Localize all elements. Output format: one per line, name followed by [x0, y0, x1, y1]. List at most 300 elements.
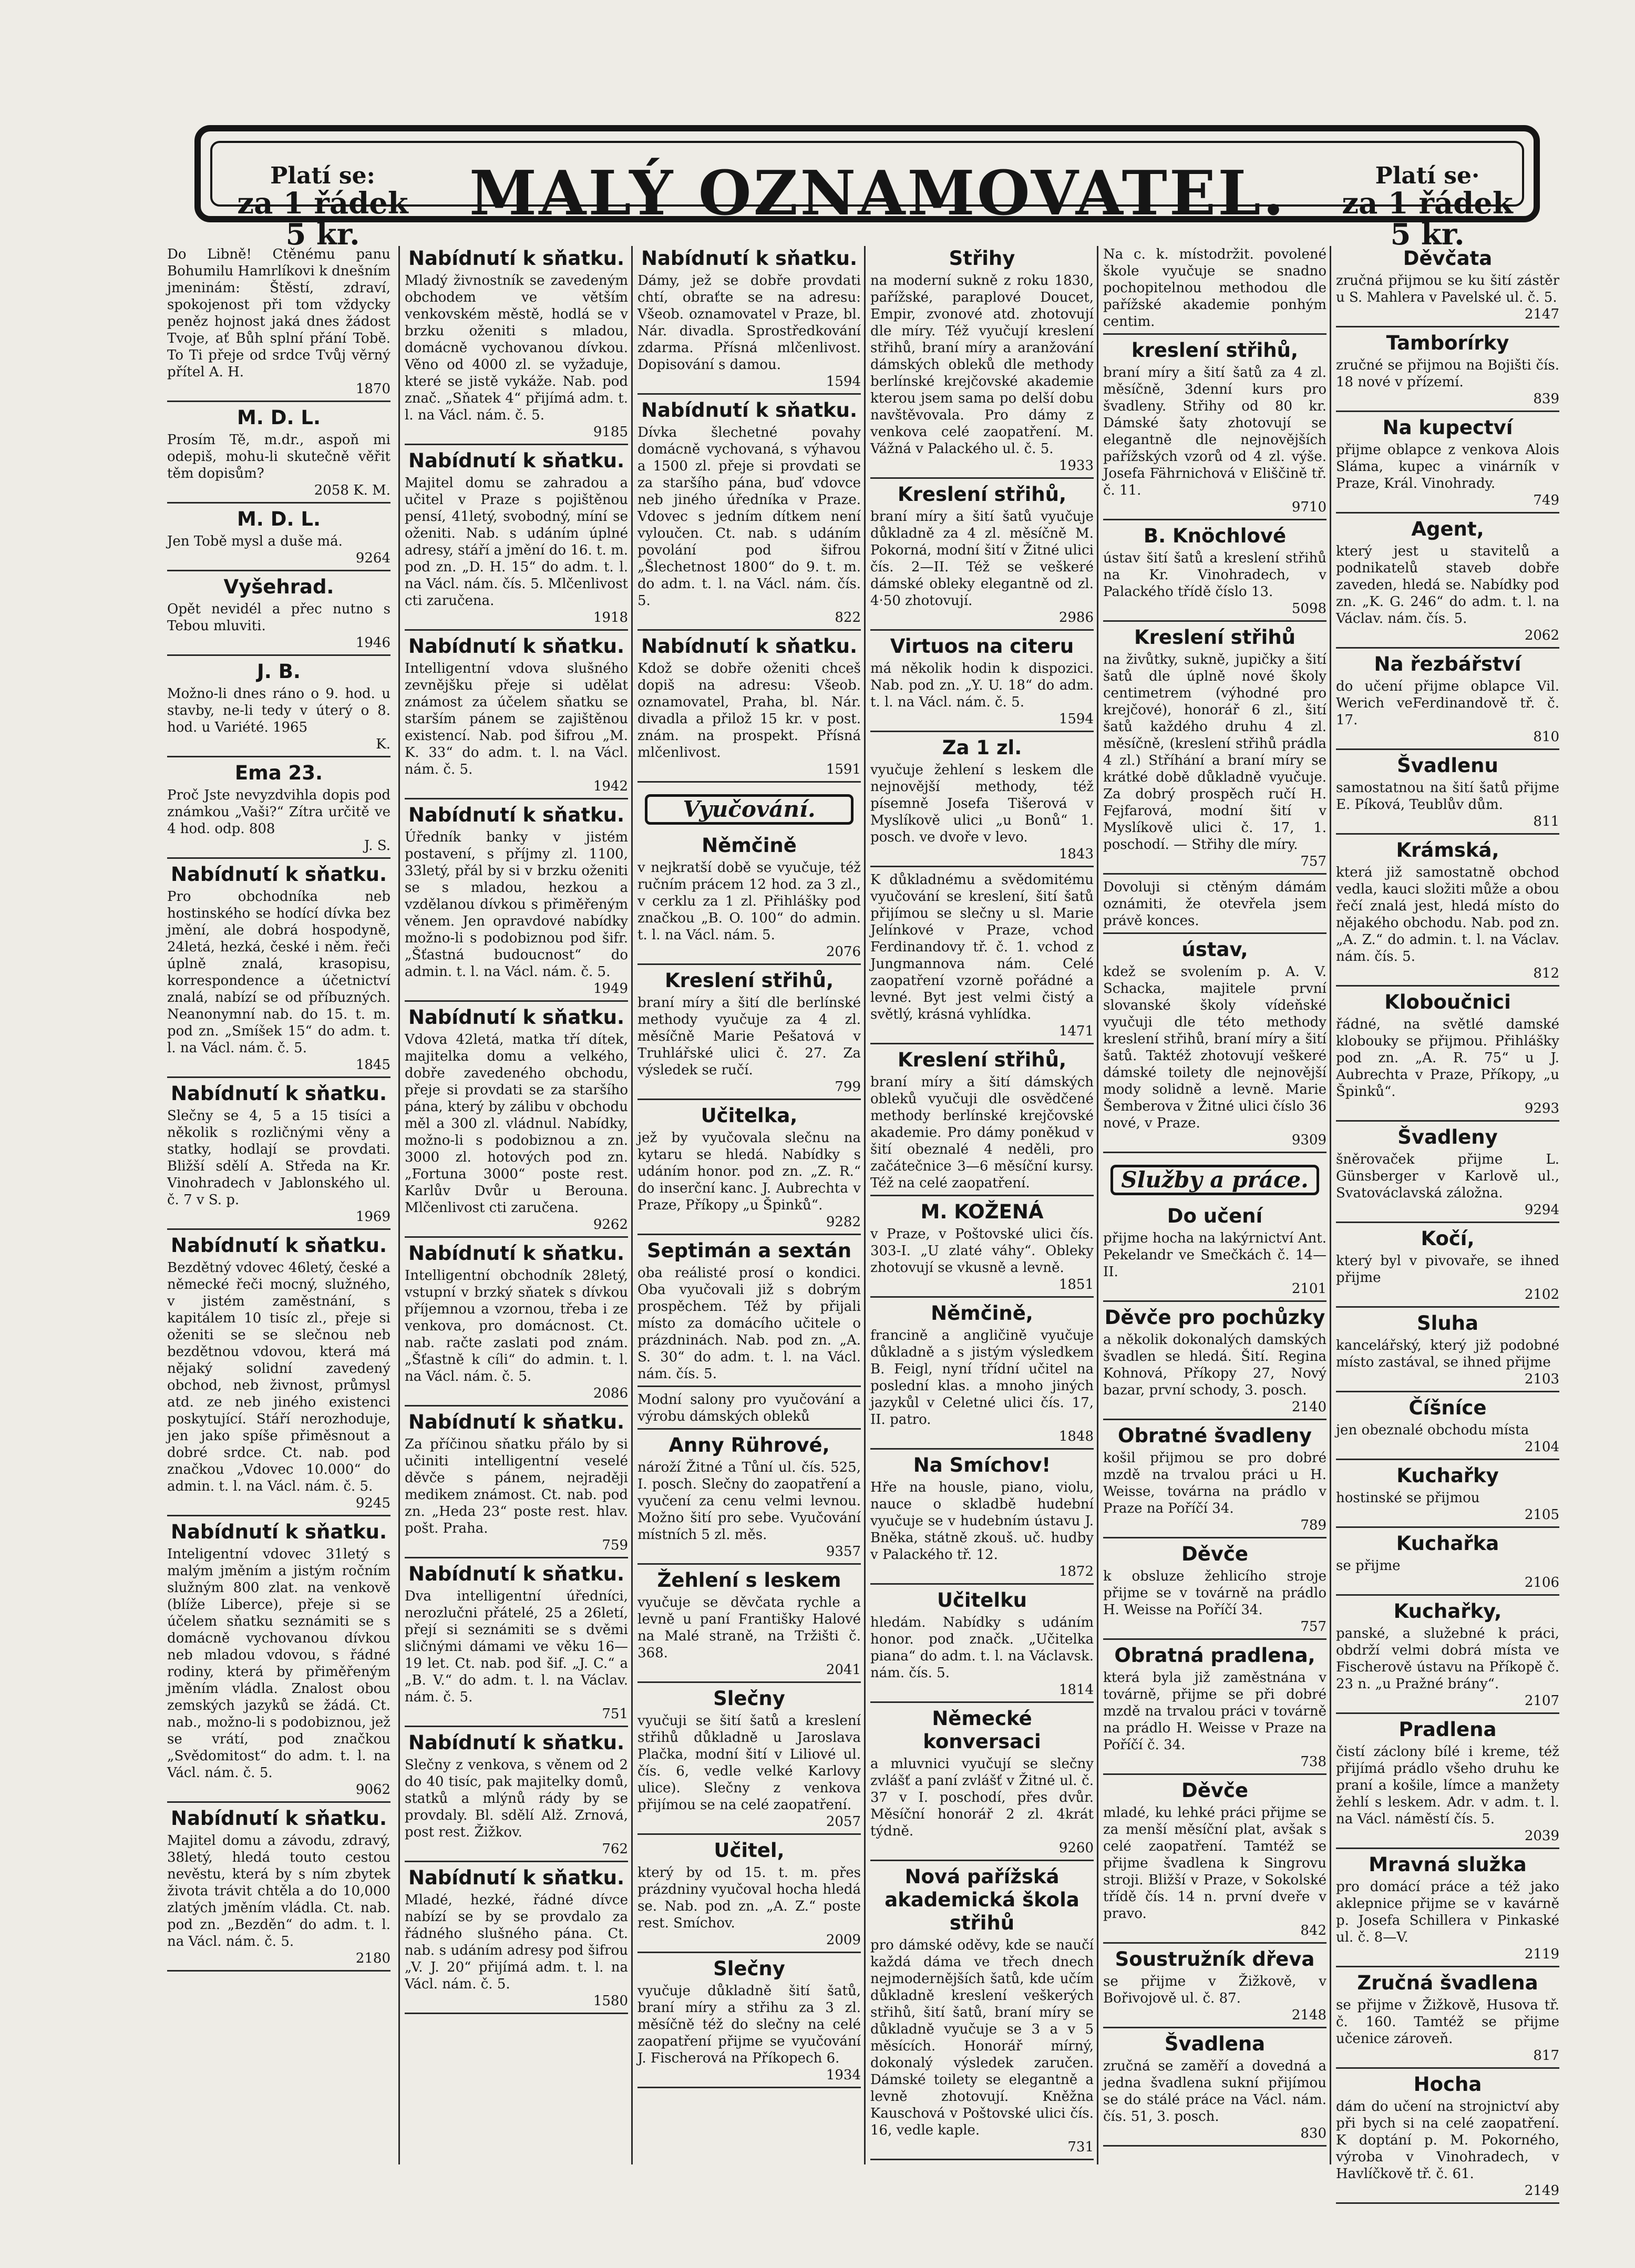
- ad-heading: Nabídnutí k sňatku.: [408, 1866, 625, 1889]
- classified-ad: [1103, 525, 1326, 622]
- ad-text: Pro obchodníka neb hostinského se hodící dívka bez jmění, ale dobrá hospodyně, 24letá, hezká, české i něm. řeči úplně znalá, krasopisu, korrespondence a účetnictví znalá, nabízí se od příbuzných. Neanonymní nab. do 15. t. m. pod zn. „Smíšek 15“ do adm. t. l. na Václ. nám. č. 5.: [167, 889, 390, 1056]
- ad-text: přijme oblapce z venkova Alois Sláma, kupec a vinárník v Praze, Král. Vinohrady.: [1336, 442, 1559, 491]
- classified-ad: [1103, 1543, 1326, 1640]
- ad-number: 9309: [1291, 1132, 1326, 1148]
- classified-ad: [637, 247, 861, 395]
- ad-text: Dívka šlechetné povahy domácně vychovaná, s výhavou a 1500 zl. přeje si provdati se za staršího pána, buď vdovce neb jiného úředníka v Praze. Vdovec s jedním dítkem není vyloučen. Ct. nab. s udáním povolání pod šifrou „Šlechetnost 1800“ do 9. t. m. do adm. t. l. na Václ. nám. čís. 5.: [637, 425, 861, 609]
- ad-text: se přijme: [1336, 1558, 1401, 1574]
- ad-heading: M. D. L.: [236, 508, 321, 530]
- ad-number: 2102: [1524, 1287, 1559, 1302]
- classified-ad: [1103, 1948, 1326, 2028]
- classified-ad: [1336, 2073, 1559, 2204]
- ad-number: 9185: [593, 424, 628, 440]
- ad-number: 759: [602, 1537, 628, 1553]
- ad-text: a několik dokonalých damských švadlen se hledá. Šití. Regina Kohnová, Příkopy 27, Nový bazar, první schody, 3. posch.: [1103, 1332, 1326, 1398]
- ad-heading: M. D. L.: [236, 406, 321, 429]
- ad-number: 5098: [1291, 601, 1326, 617]
- classified-ad: [167, 660, 390, 757]
- ad-text: braní míry a šití dle berlínské methody vyučuje za 4 zl. měsíčně Marie Pešatová v Truhlářské ulici č. 27. Za výsledek se ručí.: [637, 995, 861, 1078]
- ad-number: 799: [835, 1079, 861, 1095]
- ad-text: na živůtky, sukně, jupičky a šití šatů dle úplně nové školy centimetrem (výhodné pro krejčové), honorář 6 zl., šití šatů každého druhu 4 zl. měsíčně, (kreslení střihů prádla 4 zl.) Stříhání a braní míry se krátké době důkladně vyučuje. Za dobrý prospěch ručí H. Fejfarová, modní šití v Myslíkově ulici č. 17, 1. poschodí. — Střihy dle míry.: [1103, 652, 1326, 853]
- ad-number: 1870: [355, 381, 390, 397]
- classified-ad: [405, 449, 628, 631]
- classified-ad: [405, 247, 628, 445]
- classified-ad: [870, 871, 1094, 1044]
- ad-text: kdež se svolením p. A. V. Schacka, majitele první slovanské školy vídeňské vyučuji dle této methody kreslení střihů, braní míry a šití šatů. Taktéž zhotovují veškeré dámské toilety dle nejnovější mody solidně a levně. Marie Šemberova v Žitné ulici číslo 36 nové, v Praze.: [1103, 964, 1326, 1131]
- column-divider: [398, 246, 400, 2164]
- ad-text: Majitel domu se zahradou a učitel v Praze s pojištěnou pensí, 41letý, svobodný, míní se oženiti. Nab. s udáním úplné adresy, stáří a jmění do 16. t. m. pod zn. „D. H. 15“ do adm. t. l. na Václ. nám. čís. 5. Mlčenlivost cti zaručena.: [405, 475, 628, 609]
- classified-ad: [637, 399, 861, 631]
- ad-heading: Německé konversaci: [923, 1707, 1041, 1753]
- ad-number: 1946: [355, 635, 390, 651]
- ad-text: braní míry a šití šatů vyučuje důkladně za 4 zl. měsíčně M. Pokorná, modní šití v Žitné ulici čís. 2—II. Též se veškeré dámské obleky elegantně od zl. 4·50 zhotovují.: [870, 509, 1094, 609]
- ad-number: 738: [1300, 1754, 1326, 1770]
- classified-ad: [637, 1839, 861, 1953]
- ad-number: 811: [1533, 814, 1559, 829]
- ad-heading: Střihy: [949, 247, 1015, 270]
- ad-number: 9710: [1291, 499, 1326, 515]
- classified-ad: [1336, 1600, 1559, 1714]
- ad-text: kancelářský, který již podobné místo zastával, se ihned přijme: [1336, 1338, 1559, 1370]
- classified-ad: [1336, 518, 1559, 649]
- ad-heading: ústav,: [1181, 938, 1248, 961]
- ad-number: 2041: [826, 1662, 861, 1678]
- ad-text: který byl v pivovaře, se ihned přijme: [1336, 1253, 1559, 1286]
- section-heading: Vyučování.: [645, 794, 854, 825]
- classified-ad: [405, 1866, 628, 2014]
- column-1: [167, 246, 390, 2164]
- ad-heading: Nabídnutí k sňatku.: [408, 1731, 625, 1754]
- ad-number: 2104: [1524, 1439, 1559, 1455]
- classified-ad: [405, 1242, 628, 1407]
- ad-text: vyučuje se děvčata rychle a levně u paní Františky Halové na Malé straně, na Tržišti č. 368.: [637, 1595, 861, 1661]
- ad-heading: Nabídnutí k sňatku.: [408, 1006, 625, 1029]
- ad-text: která byla již zaměstnána v továrně, přijme se při dobré mzdě na trvalou práci v továrně na prádlo H. Weisse v Praze na Poříčí č. 34.: [1103, 1670, 1326, 1753]
- ad-heading: Agent,: [1411, 518, 1484, 540]
- ad-text: Slečny z venkova, s věnem od 2 do 40 tisíc, pak majitelky domů, statků a mlýnů rády by se provdaly. Bl. sdělí Alž. Zrnová, post rest. Žižkov.: [405, 1757, 628, 1840]
- ad-number: 1848: [1058, 1429, 1094, 1444]
- ad-text: přijme hocha na lakýrnictví Ant. Pekelandr ve Smečkách č. 14—II.: [1103, 1230, 1326, 1280]
- ad-text: Intelligentní vdova slušného zevnějšku přeje si udělat známost za účelem sňatku se starším pánem se zajištěnou existencí. Nab. pod šifrou „M. K. 33“ do adm. t. l. na Václ. nám. č. 5.: [405, 661, 628, 777]
- ad-text: Modní salony pro vyučování a výrobu dámských obleků: [637, 1392, 861, 1424]
- classified-ad: [1336, 839, 1559, 987]
- ad-number: 2147: [1524, 306, 1559, 322]
- classified-ad: [1103, 1306, 1326, 1420]
- price-note-left-line1: Platí se:: [270, 162, 375, 189]
- ad-heading: kreslení střihů,: [1131, 339, 1299, 362]
- classified-ad: [637, 1957, 861, 2088]
- ad-heading: Učitel,: [714, 1839, 785, 1862]
- ad-number: J. S.: [364, 838, 390, 854]
- price-note-right-line2: za 1 řádek 5 kr.: [1342, 186, 1513, 252]
- ad-number: 9264: [355, 550, 390, 566]
- ad-text: nároží Žitné a Tůní ul. čís. 525, I. posch. Slečny do zaopatření a vyučení za cenu velmi levnou. Možno šití pro sebe. Vyučování místních 5 zl. měs.: [637, 1460, 861, 1543]
- ad-text: v nejkratší době se vyučuje, též ručním prácem 12 hod. za 3 zl., v cerklu za 1 zl. Přihlášky pod značkou „B. O. 100“ do admin. t. l. na Václ. nám. 5.: [637, 860, 861, 943]
- classified-ad: [1336, 247, 1559, 327]
- ad-text: Na c. k. místodržit. povolené škole vyučuje se snadno pochopitelnou methodou dle pařížské akademie ponhým centim.: [1103, 247, 1326, 330]
- classified-ad: [1336, 416, 1559, 514]
- classified-ad: [1336, 1126, 1559, 1223]
- ad-number: 1934: [826, 2067, 861, 2083]
- ad-text: čistí záclony bílé i kreme, též přijímá prádlo všeho druhu ke praní a košile, límce a manžety žehlí s leskem. Adr. v adm. t. l. na Václ. náměstí čís. 5.: [1336, 1744, 1559, 1827]
- ad-heading: Kreslení střihů,: [897, 483, 1067, 506]
- ad-text: na moderní sukně z roku 1830, pařížské, paraplové Doucet, Empir, zvonové atd. zhotovují dle míry. Též vyučují kreslení střihů, braní míry a aranžování dámských obleků dle methody berlínské krejčovské akademie kterou jsem sama po delší dobu navštěvovala. Pro dámy z venkova celé zaopatření. M. Vážná v Palackého ul. č. 5.: [870, 273, 1094, 457]
- classified-ad: [1336, 653, 1559, 750]
- ad-number: 789: [1300, 1517, 1326, 1533]
- ad-number: 2076: [826, 944, 861, 960]
- ad-heading: Kočí,: [1421, 1227, 1475, 1250]
- ad-heading: Kreslení střihů: [1134, 626, 1296, 649]
- ad-number: 817: [1533, 2048, 1559, 2064]
- ad-number: 812: [1533, 966, 1559, 981]
- classified-ad: [1336, 1312, 1559, 1392]
- ad-text: Jen Tobě mysl a duše má.: [167, 533, 343, 549]
- ad-number: 2103: [1524, 1371, 1559, 1387]
- classified-ad: [1336, 1532, 1559, 1596]
- ad-heading: Žehlení s leskem: [657, 1569, 841, 1592]
- column-6: [1336, 246, 1559, 2199]
- ad-text: hledám. Nabídky s udáním honor. pod značk. „Učitelka piana“ do adm. t. l. na Václavsk. nám. čís. 5.: [870, 1615, 1094, 1681]
- ad-number: 1594: [1058, 711, 1094, 727]
- ad-text: zručné se přijmou na Bojišti čís. 18 nové v přízemí.: [1336, 357, 1559, 390]
- ad-text: vyučuje žehlení s leskem dle nejnovější methody, též písemně Josefa Tišerová v Myslíkově ulici „u Bonů“ 1. posch. ve dvoře v levo.: [870, 762, 1094, 845]
- classified-ad: [1103, 1644, 1326, 1775]
- classified-ad: [870, 1049, 1094, 1196]
- ad-number: 1942: [593, 778, 628, 794]
- ad-heading: Tamborírky: [1386, 332, 1509, 354]
- ad-number: 1933: [1058, 458, 1094, 474]
- ad-text: Opět nevidél a přec nutno s Tebou mluviti.: [167, 601, 390, 634]
- ad-text: Za příčinou sňatku přálo by si učiniti intelligentní veselé děvče s pánem, nejraději medikem známost. Ct. nab. pod zn. „Heda 23“ poste rest. hlav. pošt. Praha.: [405, 1436, 628, 1536]
- classified-ad: [167, 1521, 390, 1803]
- classified-ad: [167, 1234, 390, 1516]
- ad-number: 1471: [1058, 1023, 1094, 1039]
- classified-ad: [637, 1687, 861, 1835]
- ad-number: 2106: [1524, 1575, 1559, 1590]
- ad-heading: Němčině,: [931, 1302, 1033, 1325]
- ad-text: Proč Jste nevyzdvihla dopis pod známkou „Vaši?“ Zítra určitě ve 4 hod. odp. 808: [167, 787, 390, 837]
- ad-text: se přijme v Žižkově, v Bořivojově ul. č. 87.: [1103, 1974, 1326, 2006]
- ad-number: 1845: [355, 1057, 390, 1073]
- ad-heading: Číšníce: [1408, 1397, 1487, 1419]
- ad-number: 2101: [1291, 1281, 1326, 1297]
- ad-heading: Na Smíchov!: [913, 1454, 1051, 1476]
- ad-text: ústav šití šatů a kreslení střihů na Kr. Vinohradech, v Palackého třídě číslo 13.: [1103, 550, 1326, 600]
- ad-heading: Nabídnutí k sňatku.: [408, 804, 625, 826]
- classified-ad: [1336, 1853, 1559, 1967]
- column-2: [405, 246, 628, 2164]
- ad-number: 2009: [826, 1932, 861, 1948]
- ad-heading: Sluha: [1417, 1312, 1478, 1335]
- ad-heading: Nabídnutí k sňatku.: [408, 635, 625, 658]
- ad-heading: Soustružník dřeva: [1115, 1948, 1315, 1971]
- ad-number: 1918: [593, 610, 628, 625]
- classified-ad: [1336, 754, 1559, 835]
- ad-text: vyučuji se šití šatů a kreslení střihů důkladně u Jaroslava Plačka, modní šití v Liliové ul. čís. 6, vedle velké Karlovy ulice). Slečny z venkova přijímou se na celé zaopatření.: [637, 1713, 861, 1813]
- ad-text: panské, a služebné k práci, obdrží velmi dobrá místa ve Fischerově ústavu na Příkopě č. 23 n. „u Pražné brány“.: [1336, 1626, 1559, 1692]
- ad-number: 9294: [1524, 1202, 1559, 1218]
- ad-number: 9282: [826, 1214, 861, 1230]
- ad-heading: Hocha: [1413, 2073, 1482, 2096]
- ad-number: 2058 K. M.: [314, 483, 390, 498]
- ad-heading: Nabídnutí k sňatku.: [408, 1563, 625, 1585]
- classified-ad: [1336, 332, 1559, 412]
- classified-ad: [1103, 626, 1326, 875]
- classified-ad: [1336, 1718, 1559, 1849]
- ad-text: Vdova 42letá, matka tří dítek, majitelka domu a velkého, dobře zavedeného obchodu, přeje si provdati se za staršího pána, který by zálibu v obchodu měl a 300 zl. vládnul. Nabídky, možno-li s podobiznou a zn. 3000 zl. hotových pod zn. „Fortuna 3000“ poste rest. Karlův Dvůr u Berouna. Mlčenlivost cti zaručena.: [405, 1032, 628, 1216]
- ad-text: oba reálisté prosí o kondici. Oba vyučovali již s dobrým prospěchem. Též by přijali místo za domácího učitele o prázdninách. Nab. pod zn. „A. S. 30“ do adm. t. l. na Václ. nám. čís. 5.: [637, 1265, 861, 1382]
- ad-heading: Zručná švadlena: [1357, 1972, 1538, 1994]
- ad-number: 2148: [1291, 2007, 1326, 2023]
- ad-heading: Švadleny: [1397, 1126, 1498, 1148]
- ad-number: 2140: [1291, 1399, 1326, 1415]
- masthead: [194, 125, 1540, 252]
- ad-text: Kdož se dobře oženiti chceš dopiš na adresu: Všeob. oznamovatel, Praha, bl. Nár. divadla a přilož 15 kr. v post. znám. na prospekt. Přísná mlčenlivost.: [637, 661, 861, 761]
- ad-heading: Slečny: [713, 1957, 785, 1980]
- classified-ad: [870, 1865, 1094, 2160]
- classified-ad: [167, 863, 390, 1078]
- ad-number: 2149: [1524, 2183, 1559, 2199]
- ad-number: 9293: [1524, 1101, 1559, 1116]
- ad-heading: Nabídnutí k sňatku.: [170, 1082, 387, 1105]
- ad-heading: Nabídnutí k sňatku.: [408, 1242, 625, 1265]
- ad-text: Úředník banky v jistém postavení, s příjmy zl. 1100, 33letý, přál by si v brzku oženiti se s mladou, hezkou a vzdělanou dívkou s přiměřeným věnem. Jen opravdové nabídky možno-li s podobiznou pod šifr. „Šťastná budoucnost“ do admin. t. l. na Václ. nám. č. 5.: [405, 829, 628, 980]
- classified-ad: [1103, 339, 1326, 520]
- classified-ad: [870, 247, 1094, 479]
- ad-text: Dovoluji si ctěným dámám oznámiti, že otevřela jsem právě konces.: [1103, 879, 1326, 929]
- ad-text: zručná přijmou se ku šití zástěr u S. Mahlera v Pavelské ul. č. 5.: [1336, 273, 1559, 305]
- ad-heading: Ema 23.: [234, 762, 323, 784]
- ad-heading: Kreslení střihů,: [664, 969, 834, 992]
- ad-number: 1591: [826, 762, 861, 777]
- ad-text: hostinské se přijmou: [1336, 1490, 1480, 1506]
- classified-ad: [1336, 1397, 1559, 1460]
- ad-heading: Na kupectví: [1382, 416, 1513, 439]
- classified-ad: [870, 1707, 1094, 1861]
- ad-number: 731: [1067, 2139, 1094, 2155]
- ad-heading: Švadlenu: [1397, 754, 1498, 777]
- classified-ad: [1336, 1972, 1559, 2069]
- classified-ad: [1103, 1779, 1326, 1944]
- ad-number: 2086: [593, 1386, 628, 1401]
- ad-heading: Virtuos na citeru: [890, 635, 1074, 658]
- ad-heading: Vyšehrad.: [223, 576, 334, 598]
- ad-text: která již samostatně obchod vedla, kauci složiti může a obou řečí znalá jest, hledá místo do nějakého obchodu. Nab. pod zn. „A. Z.“ do admin. t. l. na Václav. nám. čís. 5.: [1336, 865, 1559, 964]
- ad-heading: Němčině: [702, 834, 797, 857]
- ad-text: jež by vyučovala slečnu na kytaru se hledá. Nabídky s udáním honor. pod zn. „Z. R.“ do inserční kanc. J. Aubrechta v Praze, Příkopy „u Špinků“.: [637, 1130, 861, 1213]
- classified-ad: [1336, 991, 1559, 1122]
- ad-heading: Obratná pradlena,: [1114, 1644, 1315, 1667]
- ad-heading: Nabídnutí k sňatku.: [641, 399, 858, 422]
- ad-heading: Kuchařky,: [1393, 1600, 1502, 1623]
- ad-heading: Obratné švadleny: [1118, 1424, 1312, 1447]
- ad-text: braní míry a šití šatů za 4 zl. měsíčně, 3denní kurs pro švadleny. Střihy od 80 kr. Dámské šaty zhotovují se elegantně dle nejnovějších pařížských vzorů od 4 zl. výše. Josefa Fährnichová v Eliščině tř. č. 11.: [1103, 365, 1326, 498]
- ad-text: jen obeznalé obchodu místa: [1336, 1422, 1529, 1438]
- ad-text: Hře na housle, piano, violu, nauce o skladbě hudební vyučuje se v hudebním ústavu J. Bněka, státně zkouš. uč. hudby v Palackého tř. 12.: [870, 1480, 1094, 1563]
- price-note-right: [1338, 164, 1517, 250]
- ad-text: Slečny se 4, 5 a 15 tisíci a několik s rozličnými věny a statky, hodlají se provdati. Bližší sdělí A. Středa na Kr. Vinohradech v Jablonského ul. č. 7 v S. p.: [167, 1108, 390, 1208]
- ad-number: 810: [1533, 729, 1559, 745]
- classified-ad: [870, 736, 1094, 867]
- ad-text: Dámy, jež se dobře provdati chtí, obraťte se na adresu: Všeob. oznamovatel v Praze, bl. Nár. divadla. Sprostředkování zdarma. Přísná mlčenlivost. Dopisování s damou.: [637, 273, 861, 373]
- ad-number: 1843: [1058, 846, 1094, 862]
- ad-number: 757: [1300, 1619, 1326, 1635]
- ad-number: 9357: [826, 1544, 861, 1559]
- ad-heading: Kuchařka: [1396, 1532, 1499, 1555]
- ad-text: Intelligentní obchodník 28letý, vstupní v brzký sňatek s dívkou příjemnou a vzornou, třeba i ze venkova, pro domácnost. Ct. nab. račte zaslati pod znám. „Šťastně k cíli“ do admin. t. l. na Václ. nám. č. 5.: [405, 1268, 628, 1384]
- ad-heading: Nabídnutí k sňatku.: [408, 247, 625, 270]
- classified-ad: [167, 508, 390, 571]
- ad-heading: Učitelku: [937, 1589, 1027, 1612]
- ad-number: 830: [1300, 2126, 1326, 2141]
- price-note-left-line2: za 1 řádek 5 kr.: [237, 186, 408, 252]
- ad-heading: Pradlena: [1399, 1718, 1497, 1741]
- classified-ad: [405, 635, 628, 799]
- ad-text: který jest u stavitelů a podnikatelů staveb dobře zaveden, hledá se. Nabídky pod zn. „K. G. 246“ do adm. t. l. na Václav. nám. čís. 5.: [1336, 543, 1559, 627]
- ad-number: 751: [602, 1706, 628, 1722]
- classified-ad: [637, 1239, 861, 1387]
- ad-heading: Kreslení střihů,: [897, 1049, 1067, 1071]
- classified-ad: [1103, 879, 1326, 934]
- ad-number: 9245: [355, 1495, 390, 1511]
- ad-text: pro dámské oděvy, kde se naučí každá dáma ve třech dnech nejmodernějších šatů, kde učím důkladně kreslení veškerých střihů, šití šatů, braní míry se důkladně vyučuje se 3 a v 5 měsících. Honorář mírný, dokonalý výsledek zaručen. Dámské toilety se elegantně a levně zhotovují. Kněžna Kauschová v Poštovské ulici čís. 16, vedle kaple.: [870, 1937, 1094, 2138]
- column-5: [1103, 246, 1326, 2164]
- ad-number: 1580: [593, 1993, 628, 2009]
- ad-text: Mladý živnostník se zavedeným obchodem ve větším venkovském městě, hodlá se v brzku oženiti s mladou, domácně vychovanou dívkou. Věno od 4000 zl. se vyžaduje, které se jistě vykáže. Nab. pod znač. „Sňatek 4“ přijímá adm. t. l. na Václ. nám. č. 5.: [405, 273, 628, 423]
- classified-ad: [637, 834, 861, 965]
- ad-heading: Nabídnutí k sňatku.: [170, 1234, 387, 1257]
- ad-number: 839: [1533, 391, 1559, 407]
- ad-heading: B. Knöchlové: [1143, 525, 1287, 547]
- classified-ad: [405, 1006, 628, 1238]
- ad-number: 762: [602, 1841, 628, 1857]
- price-note-left: [233, 164, 412, 250]
- ad-heading: M. KOŽENÁ: [920, 1200, 1044, 1223]
- ad-number: 1814: [1058, 1682, 1094, 1698]
- ad-number: 2062: [1524, 628, 1559, 643]
- ad-heading: Slečny: [713, 1687, 785, 1710]
- ad-number: 2986: [1058, 610, 1094, 625]
- ad-number: 1872: [1058, 1564, 1094, 1579]
- column-divider: [1097, 246, 1098, 2164]
- ad-text: braní míry a šití dámských obleků vyučuji dle osvědčené methody berlínské krejčovské akademie. Pro dámy poněkud v šití obeznalé 4 neděli, pro začátečnice 3—6 měsíční kursy. Též na celé zaopatření.: [870, 1074, 1094, 1191]
- ad-text: košil přijmou se pro dobré mzdě na trvalou práci u H. Weisse, továrna na prádlo v Praze na Poříčí 34.: [1103, 1450, 1326, 1516]
- ad-text: dám do učení na strojnictví aby při bych si na celé zaopatření. K doptání p. M. Pokorného, výroba v Vinohradech, v Havlíčkově tř. č. 61.: [1336, 2099, 1559, 2182]
- ad-number: 9262: [593, 1217, 628, 1233]
- ad-text: mladé, ku lehké práci přijme se za menší měsíční plat, avšak s celé zaopatření. Tamtéž se přijme švadlena k Singrovu stroji. Bližší v Praze, v Sokolské třídě čís. 14 n. první dveře v pravo.: [1103, 1805, 1326, 1922]
- classified-ad: [167, 1082, 390, 1230]
- classified-ad: [1336, 1464, 1559, 1528]
- ad-text: Majitel domu a závodu, zdravý, 38letý, hledá touto cestou nevěstu, která by s ním zbytek života trávit chtěla a do 10,000 zlatých jměním vládla. Ct. nab. pod zn. „Bezděn“ do adm. t. l. na Václ. nám. č. 5.: [167, 1833, 390, 1949]
- classified-ad: [405, 1563, 628, 1727]
- ad-heading: Nabídnutí k sňatku.: [641, 635, 858, 658]
- ad-heading: Nabídnutí k sňatku.: [408, 1411, 625, 1433]
- classified-ad: [1336, 1227, 1559, 1308]
- ad-number: 9260: [1058, 1840, 1094, 1856]
- ad-text: šněrovaček přijme L. Günsberger v Karlově ul., Svatováclavská záložna.: [1336, 1152, 1559, 1201]
- ad-heading: Děvče pro pochůzky: [1104, 1306, 1325, 1329]
- ad-number: 2180: [355, 1951, 390, 1966]
- ad-text: Dva intelligentní úředníci, nerozlučni přátelé, 25 a 26letí, přejí si seznámiti se s dvěmi sličnými dámami ve věku 16—19 let. Ct. nab. pod šif. „J. C.“ a „B. V.“ do adm. t. l. na Václav. nám. č. 5.: [405, 1588, 628, 1705]
- classified-ad: [1103, 246, 1326, 335]
- classified-ad: [167, 246, 390, 402]
- ad-heading: Anny Rührové,: [669, 1434, 830, 1456]
- ad-text: vyučuje důkladně šití šatů, braní míry a střihu za 3 zl. měsíčně též do slečny na celé zaopatření přijme se vyučování J. Fischerová na Příkopech 6.: [637, 1983, 861, 2066]
- classified-ad: [1103, 2033, 1326, 2147]
- ad-heading: Děvče: [1181, 1779, 1248, 1802]
- ad-number: 1949: [593, 981, 628, 997]
- ad-number: 757: [1300, 854, 1326, 869]
- classified-ad: [637, 1569, 861, 1683]
- ad-text: k obsluze žehlicího stroje přijme se v továrně na prádlo H. Weisse na Poříčí 34.: [1103, 1568, 1326, 1618]
- ad-number: 2057: [826, 1814, 861, 1830]
- classified-ad: [405, 1731, 628, 1862]
- price-note-right-line1: Platí se·: [1375, 162, 1480, 189]
- column-divider: [864, 246, 866, 2164]
- ad-text: se přijme v Žižkově, Husova tř. č. 160. Tamtéž se přijme učenice zároveň.: [1336, 1997, 1559, 2047]
- ad-heading: Švadlena: [1164, 2033, 1266, 2055]
- ad-text: v Praze, v Poštovské ulici čís. 303-I. „U zlaté váhy“. Obleky zhotovují se vkusně a levně.: [870, 1226, 1094, 1276]
- ad-heading: Na řezbářství: [1374, 653, 1521, 675]
- ad-heading: Krámská,: [1396, 839, 1499, 861]
- ad-number: 2105: [1524, 1507, 1559, 1523]
- ad-text: Bezdětný vdovec 46letý, české a německé řeči mocný, služného, v jistém zaměstnání, s kapitálem 10 tisíc zl., přeje si oženiti se se slečnou neb bezdětnou vdovou, která má nějaký solidní zavedený obchod, neb živnost, průmysl atd. ze neb jiného existenci poskytující. Stáří nerozhoduje, jen jako spíše přiměsnout a dobré srdce. Ct. nab. pod značkou „Vdovec 10.000“ do admin. t. l. na Václ. nám. č. 5.: [167, 1260, 390, 1494]
- ad-text: Do Libně! Ctěnému panu Bohumilu Hamrlíkovi k dnešním jmeninám: Štěstí, zdraví, spokojenost při tom vždycky peněz hojnost jaká dnes žádost Tvoje, ať Bůh splní přání Tobě. To Ti přeje od srdce Tvůj věrný přítel A. H.: [167, 247, 390, 380]
- classified-ad: [167, 406, 390, 504]
- ad-heading: Do učení: [1167, 1205, 1263, 1227]
- classified-ad: [637, 1104, 861, 1235]
- ad-heading: Nabídnutí k sňatku.: [408, 449, 625, 472]
- ad-text: francině a angličině vyučuje důkladně a s jistým výsledkem B. Feigl, nyní třídní učitel na poslední klas. a mnoho jiných jazykůl v Celetné ulici čís. 17, II. patro.: [870, 1328, 1094, 1428]
- ad-number: 842: [1300, 1923, 1326, 1938]
- classified-ad: [405, 1411, 628, 1558]
- ad-heading: Nová pařížská akademická škola střihů: [885, 1865, 1079, 1934]
- classified-ad: [637, 1391, 861, 1430]
- ad-heading: Kloboučnici: [1384, 991, 1511, 1013]
- ad-heading: Nabídnutí k sňatku.: [641, 247, 858, 270]
- ad-heading: Nabídnutí k sňatku.: [170, 1807, 387, 1830]
- classified-ad: [870, 1302, 1094, 1450]
- ad-text: pro domácí práce a též jako aklepnice přijme se v kavárně p. Josefa Schillera v Pinkaské ul. č. 8—V.: [1336, 1879, 1559, 1945]
- ad-text: Prosím Tě, m.dr., aspoň mi odepiš, mohu-li skutečně věřit těm dopisům?: [167, 432, 390, 481]
- ad-text: a mluvnici vyučují se slečny zvlášť a paní zvlášť v Žitné ul. č. 37 v I. poschodí, přes dvůr. Měsíční honorář 2 zl. 4krát týdně.: [870, 1756, 1094, 1839]
- ad-heading: J. B.: [257, 660, 301, 683]
- ad-number: 1969: [355, 1209, 390, 1225]
- column-divider: [631, 246, 633, 2164]
- ad-heading: Mravná služka: [1369, 1853, 1527, 1876]
- classified-ad: [637, 969, 861, 1100]
- ad-number: 822: [835, 610, 861, 625]
- column-4: [870, 246, 1094, 2164]
- ad-text: zručná se zaměří a dovedná a jedna švadlena sukní přijímou se do stálé práce na Václ. nám. čís. 51, 3. posch.: [1103, 2058, 1326, 2125]
- ad-heading: Učitelka,: [701, 1104, 798, 1127]
- ad-number: 1594: [826, 374, 861, 389]
- ad-heading: Septimán a sextán: [646, 1239, 852, 1262]
- ad-text: Inteligentní vdovec 31letý s malým jměním a jistým ročním služným 800 zlat. na venkově (blíže Liberce), přeje si se účelem sňatku seznámiti se s domácně vychovanou dívkou neb mladou vdovou, s řádné rodiny, která by přiměřeným jměním vládla. Znalost obou zemských jazyků se žádá. Ct. nab., možno-li s podobiznou, jež se vrátí, pod značkou „Svědomitost“ do adm. t. l. na Václ. nám. č. 5.: [167, 1546, 390, 1781]
- ad-heading: Kuchařky: [1396, 1464, 1499, 1487]
- ad-number: 2119: [1524, 1946, 1559, 1962]
- classified-ad: [1103, 938, 1326, 1153]
- classified-ad: [167, 576, 390, 656]
- classified-ad: [167, 762, 390, 859]
- ad-heading: Za 1 zl.: [942, 736, 1022, 759]
- ad-text: samostatnou na šití šatů přijme E. Píková, Teublův dům.: [1336, 780, 1559, 813]
- classified-ad: [637, 635, 861, 783]
- classified-ad: [870, 483, 1094, 631]
- ad-number: 2107: [1524, 1693, 1559, 1709]
- ad-text: má několik hodin k dispozici. Nab. pod zn. „Y. U. 18“ do adm. t. l. na Václ. nám. č. 5.: [870, 661, 1094, 710]
- ad-number: 1851: [1058, 1277, 1094, 1292]
